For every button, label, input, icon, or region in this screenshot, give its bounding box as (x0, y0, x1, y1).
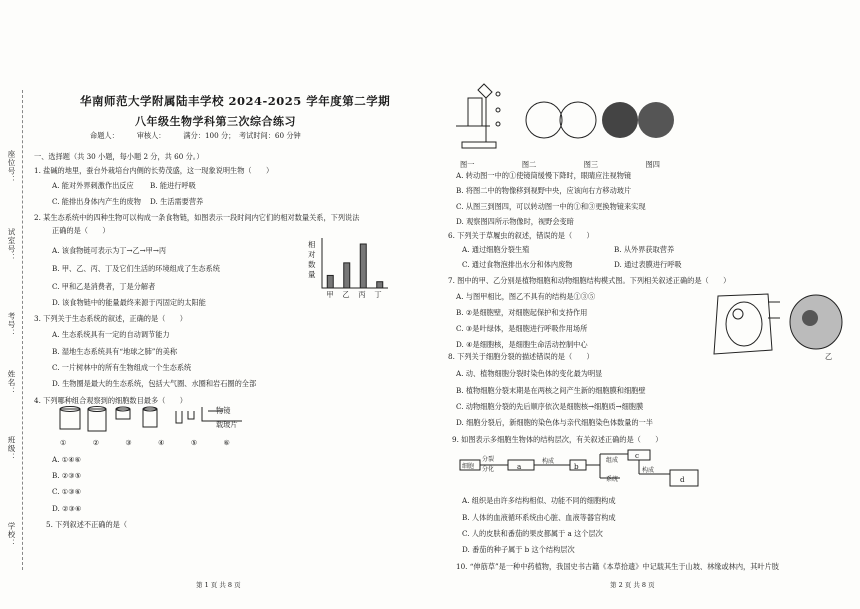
q2-option-b: B. 甲、乙、丙、丁及它们生活的环境组成了生态系统 (52, 264, 220, 273)
q7-cells-figure (698, 292, 858, 356)
q6-stem: 6. 下列关于草履虫的叙述，错误的是（ ） (448, 231, 594, 240)
q2-chart-xlabels: 甲 乙 丙 丁 (326, 290, 382, 299)
q7-option-a: A. 与图甲相比，图乙不具有的结构是①③⑤ (456, 292, 596, 301)
q5-microscope-figure (448, 80, 658, 158)
bar-甲 (327, 275, 333, 288)
q1-option-d: D. 生活需要营养 (150, 197, 204, 206)
q1-option-c: C. 能排出身体内产生的废物 (52, 197, 141, 206)
q9-edge-divide: 分裂 (482, 456, 495, 463)
q9-node-a: a (517, 462, 522, 471)
q3-option-c: C. 一片树林中的所有生物组成一个生态系统 (52, 363, 192, 372)
q6-option-b: B. 从外界获取营养 (614, 245, 675, 254)
q4-slide-label: 载玻片 (216, 420, 238, 429)
q9-option-d: D. 番茄的种子属于 b 这个结构层次 (462, 545, 575, 554)
q2-option-d: D. 该食物链中的能量最终来源于丙固定的太阳能 (52, 298, 206, 307)
q7-option-d: D. ④是细胞核，是细胞生命活动控制中心 (456, 340, 588, 349)
q3-option-a: A. 生态系统具有一定的自动调节能力 (52, 330, 170, 339)
q9-node-c: c (635, 451, 640, 460)
q3-option-b: B. 湿地生态系统具有“地球之肺”的美称 (52, 347, 178, 356)
q9-node-b: b (574, 462, 579, 471)
q10-stem: 10. “伸筋草”是一种中药植物，我国史书古籍《本草拾遗》中记载其生于山坡、林缘或林内，其叶片肢 (456, 562, 779, 571)
q3-option-d: D. 生物圈是最大的生态系统，包括大气圈、水圈和岩石圈的全部 (52, 379, 257, 388)
q1-stem: 1. 盐碱的地里，蚕台外栽培台内侧的长势茂盛，这一现象说明生物（ ） (34, 166, 274, 175)
page-2 (430, 0, 860, 609)
q7-option-b: B. ②是细胞壁，对细胞起保护和支持作用 (456, 308, 588, 317)
q4-lens-label: 物镜 (216, 406, 231, 415)
side-label-class: 班级： (7, 436, 16, 462)
q1-option-b: B. 能进行呼吸 (150, 181, 196, 190)
q8-option-c: C. 动物细胞分裂的先后顺序依次是细胞核→细胞质→细胞膜 (456, 402, 644, 411)
q9-option-b: B. 人体的血液循环系统由心脏、血液等器官构成 (462, 513, 616, 522)
side-label-name: 姓名： (7, 370, 16, 396)
q4-option-d: D. ②③⑥ (52, 504, 82, 513)
q4-option-c: C. ①③⑥ (52, 487, 82, 496)
q9-stem: 9. 如图表示多细胞生物体的结构层次，有关叙述正确的是（ ） (452, 435, 663, 444)
q5-option-c: C. 从图三到图四，可以转动图一中的①和③更换物镜来实现 (456, 202, 646, 211)
side-label-room: 试室号： (7, 228, 16, 262)
page-1-footer: 第 1 页 共 8 页 (196, 581, 241, 589)
q9-edge-compose: 组成 (606, 457, 619, 464)
bar-丁 (377, 282, 383, 288)
side-label-seat: 座位号： (7, 150, 16, 184)
q7-stem: 7. 图中的甲、乙分别是植物细胞和动物细胞结构模式图。下列相关叙述正确的是（ ） (448, 276, 731, 285)
q5-option-d: D. 观察图四所示物像时，视野会变暗 (456, 217, 574, 226)
side-label-exam-no: 考号： (7, 312, 16, 338)
q3-stem: 3. 下列关于生态系统的叙述，正确的是（ ） (34, 314, 187, 323)
q2-stem-cont: 正确的是（ ） (52, 226, 110, 235)
q7-option-c: C. ③是叶绿体，是细胞进行呼吸作用场所 (456, 324, 588, 333)
q4-stem: 4. 下列哪种组合观察到的细胞数目最多（ ） (34, 396, 187, 405)
page-2-footer: 第 2 页 共 8 页 (610, 581, 655, 589)
q9-node-cell: 细胞 (462, 463, 475, 470)
q1-option-a: A. 能对外界刺激作出反应 (52, 181, 134, 190)
q9-edge-constitute-2: 构成 (642, 467, 655, 474)
q5-figure-labels: 图一 图二 图三 图四 (460, 160, 660, 169)
q8-stem: 8. 下列关于细胞分裂的描述错误的是（ ） (448, 352, 594, 361)
q8-option-b: B. 植物细胞分裂末期是在两核之间产生新的细胞膜和细胞壁 (456, 386, 646, 395)
q4-option-b: B. ②③⑤ (52, 471, 82, 480)
q9-edge-constitute-1: 构成 (542, 458, 555, 465)
q2-stem: 2. 某生态系统中的四种生物可以构成一条食物链，如图表示一段时间内它们的相对数量关系，下列说法 (34, 213, 360, 222)
q9-node-d: d (680, 475, 685, 484)
q9-flow-diagram (460, 450, 700, 492)
q9-edge-system: 系统 (606, 476, 619, 483)
q9-option-c: C. 人的皮肤和番茄的果皮都属于 a 这个层次 (462, 529, 603, 538)
q6-option-a: A. 通过细胞分裂生殖 (462, 245, 530, 254)
q8-option-a: A. 动、植物细胞分裂时染色体的变化最为明显 (456, 369, 603, 378)
q9-edge-differentiate: 分化 (482, 466, 495, 473)
q4-option-a: A. ①④⑥ (52, 455, 82, 464)
q2-option-c: C. 甲和乙是消费者，丁是分解者 (52, 282, 156, 291)
q5-option-a: A. 转动图一中的①使镜筒缓慢下降时，眼睛应注视物镜 (456, 171, 632, 180)
q2-chart-ylabel: 相 对 数 量 (308, 240, 316, 279)
binding-line (22, 90, 23, 570)
section-1-heading: 一、选择题（共 30 小题，每小题 2 分，共 60 分。） (34, 152, 204, 161)
q9-option-a: A. 组织是由许多结构相似、功能不同的细胞构成 (462, 496, 616, 505)
bar-乙 (344, 263, 350, 288)
q4-figure-numbers: ① ② ③ ④ ⑤ ⑥ (60, 438, 230, 447)
q6-option-c: C. 通过食物泡排出水分和体内废物 (462, 260, 573, 269)
side-label-school: 学校： (7, 522, 16, 548)
exam-info: 命题人： 审核人： 满分：100 分； 考试时间：60 分钟 (90, 131, 301, 140)
q2-option-a: A. 该食物链可表示为丁→乙→甲→丙 (52, 246, 167, 255)
q2-bar-chart (318, 238, 388, 290)
q7-fig-label-b: 乙 (825, 352, 833, 361)
q5-option-b: B. 将图二中的物像移到视野中央，应该向右方移动玻片 (456, 186, 632, 195)
q6-option-d: D. 通过表膜进行呼吸 (614, 260, 682, 269)
exam-subtitle: 八年级生物学科第三次综合练习 (135, 115, 296, 128)
q8-option-d: D. 细胞分裂后，新细胞的染色体与亲代细胞染色体数量的一半 (456, 418, 653, 427)
exam-title: 华南师范大学附属陆丰学校 2024-2025 学年度第二学期 (80, 94, 391, 108)
bar-丙 (360, 244, 366, 288)
q5-stem: 5. 下列叙述不正确的是（ (46, 520, 128, 529)
